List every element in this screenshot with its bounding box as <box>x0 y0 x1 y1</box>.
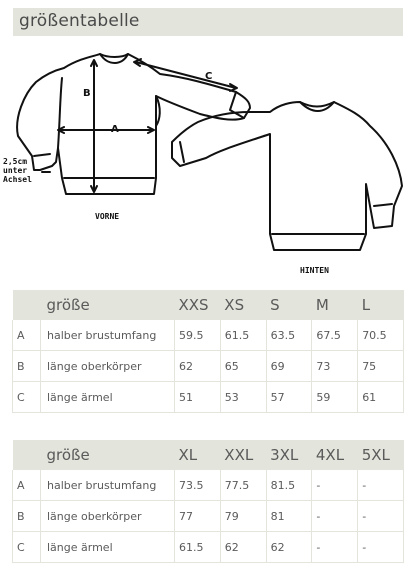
size-header-cell: XL <box>175 440 221 470</box>
row-letter: A <box>13 320 41 351</box>
value-cell: 77 <box>175 501 221 532</box>
back-sweater-body <box>172 102 402 250</box>
value-cell: 57 <box>266 382 312 413</box>
size-header-cell: S <box>266 290 312 320</box>
value-cell: 77.5 <box>220 470 266 501</box>
measure-c-label: C <box>205 71 213 82</box>
size-header-cell: M <box>312 290 358 320</box>
header-spacer <box>13 440 41 470</box>
row-label: länge ärmel <box>41 532 175 563</box>
value-cell: 81 <box>266 501 312 532</box>
size-header-row <box>13 290 404 320</box>
value-cell: - <box>312 501 358 532</box>
page-title: größentabelle <box>19 11 140 31</box>
size-header-cell: XXS <box>175 290 221 320</box>
value-cell: 69 <box>266 351 312 382</box>
value-cell: 62 <box>266 532 312 563</box>
row-label: halber brustumfang <box>41 470 175 501</box>
measure-a-label: A <box>111 124 119 135</box>
sweatshirt-sketch <box>0 38 416 283</box>
value-cell: 62 <box>220 532 266 563</box>
table-row <box>13 501 404 532</box>
header-spacer <box>13 290 41 320</box>
row-label: länge ärmel <box>41 382 175 413</box>
value-cell: 73.5 <box>175 470 221 501</box>
value-cell: 61.5 <box>175 532 221 563</box>
row-letter: A <box>13 470 41 501</box>
table-row <box>13 532 404 563</box>
value-cell: 51 <box>175 382 221 413</box>
size-table-2 <box>12 440 404 563</box>
value-cell: 59.5 <box>175 320 221 351</box>
measure-b-label: B <box>83 88 91 99</box>
value-cell: 70.5 <box>358 320 404 351</box>
size-header-cell: L <box>358 290 404 320</box>
value-cell: - <box>358 470 404 501</box>
row-label: länge oberkörper <box>41 501 175 532</box>
table-row <box>13 320 404 351</box>
value-cell: 62 <box>175 351 221 382</box>
front-label: VORNE <box>95 212 120 221</box>
row-letter: B <box>13 501 41 532</box>
value-cell: 65 <box>220 351 266 382</box>
value-cell: 67.5 <box>312 320 358 351</box>
row-letter: C <box>13 532 41 563</box>
title-bar <box>13 8 403 36</box>
value-cell: - <box>312 470 358 501</box>
back-label: HINTEN <box>300 266 329 275</box>
size-header-label: größe <box>41 290 175 320</box>
row-letter: C <box>13 382 41 413</box>
value-cell: - <box>358 501 404 532</box>
value-cell: 63.5 <box>266 320 312 351</box>
table-row <box>13 351 404 382</box>
table-row <box>13 382 404 413</box>
value-cell: 73 <box>312 351 358 382</box>
note-line-2: unter <box>3 166 28 175</box>
value-cell: 81.5 <box>266 470 312 501</box>
front-sweater-body <box>17 54 250 194</box>
size-header-cell: XS <box>220 290 266 320</box>
row-label: länge oberkörper <box>41 351 175 382</box>
size-table-1 <box>12 290 404 413</box>
note-line-3: Achsel <box>3 175 32 184</box>
size-header-cell: 3XL <box>266 440 312 470</box>
value-cell: - <box>312 532 358 563</box>
size-header-label: größe <box>41 440 175 470</box>
size-header-cell: 4XL <box>312 440 358 470</box>
value-cell: 53 <box>220 382 266 413</box>
size-header-cell: XXL <box>220 440 266 470</box>
value-cell: 79 <box>220 501 266 532</box>
size-header-cell: 5XL <box>358 440 404 470</box>
table-row <box>13 470 404 501</box>
value-cell: 59 <box>312 382 358 413</box>
value-cell: - <box>358 532 404 563</box>
row-label: halber brustumfang <box>41 320 175 351</box>
note-line-1: 2,5cm <box>3 157 28 166</box>
value-cell: 61.5 <box>220 320 266 351</box>
row-letter: B <box>13 351 41 382</box>
value-cell: 61 <box>358 382 404 413</box>
value-cell: 75 <box>358 351 404 382</box>
size-header-row <box>13 440 404 470</box>
